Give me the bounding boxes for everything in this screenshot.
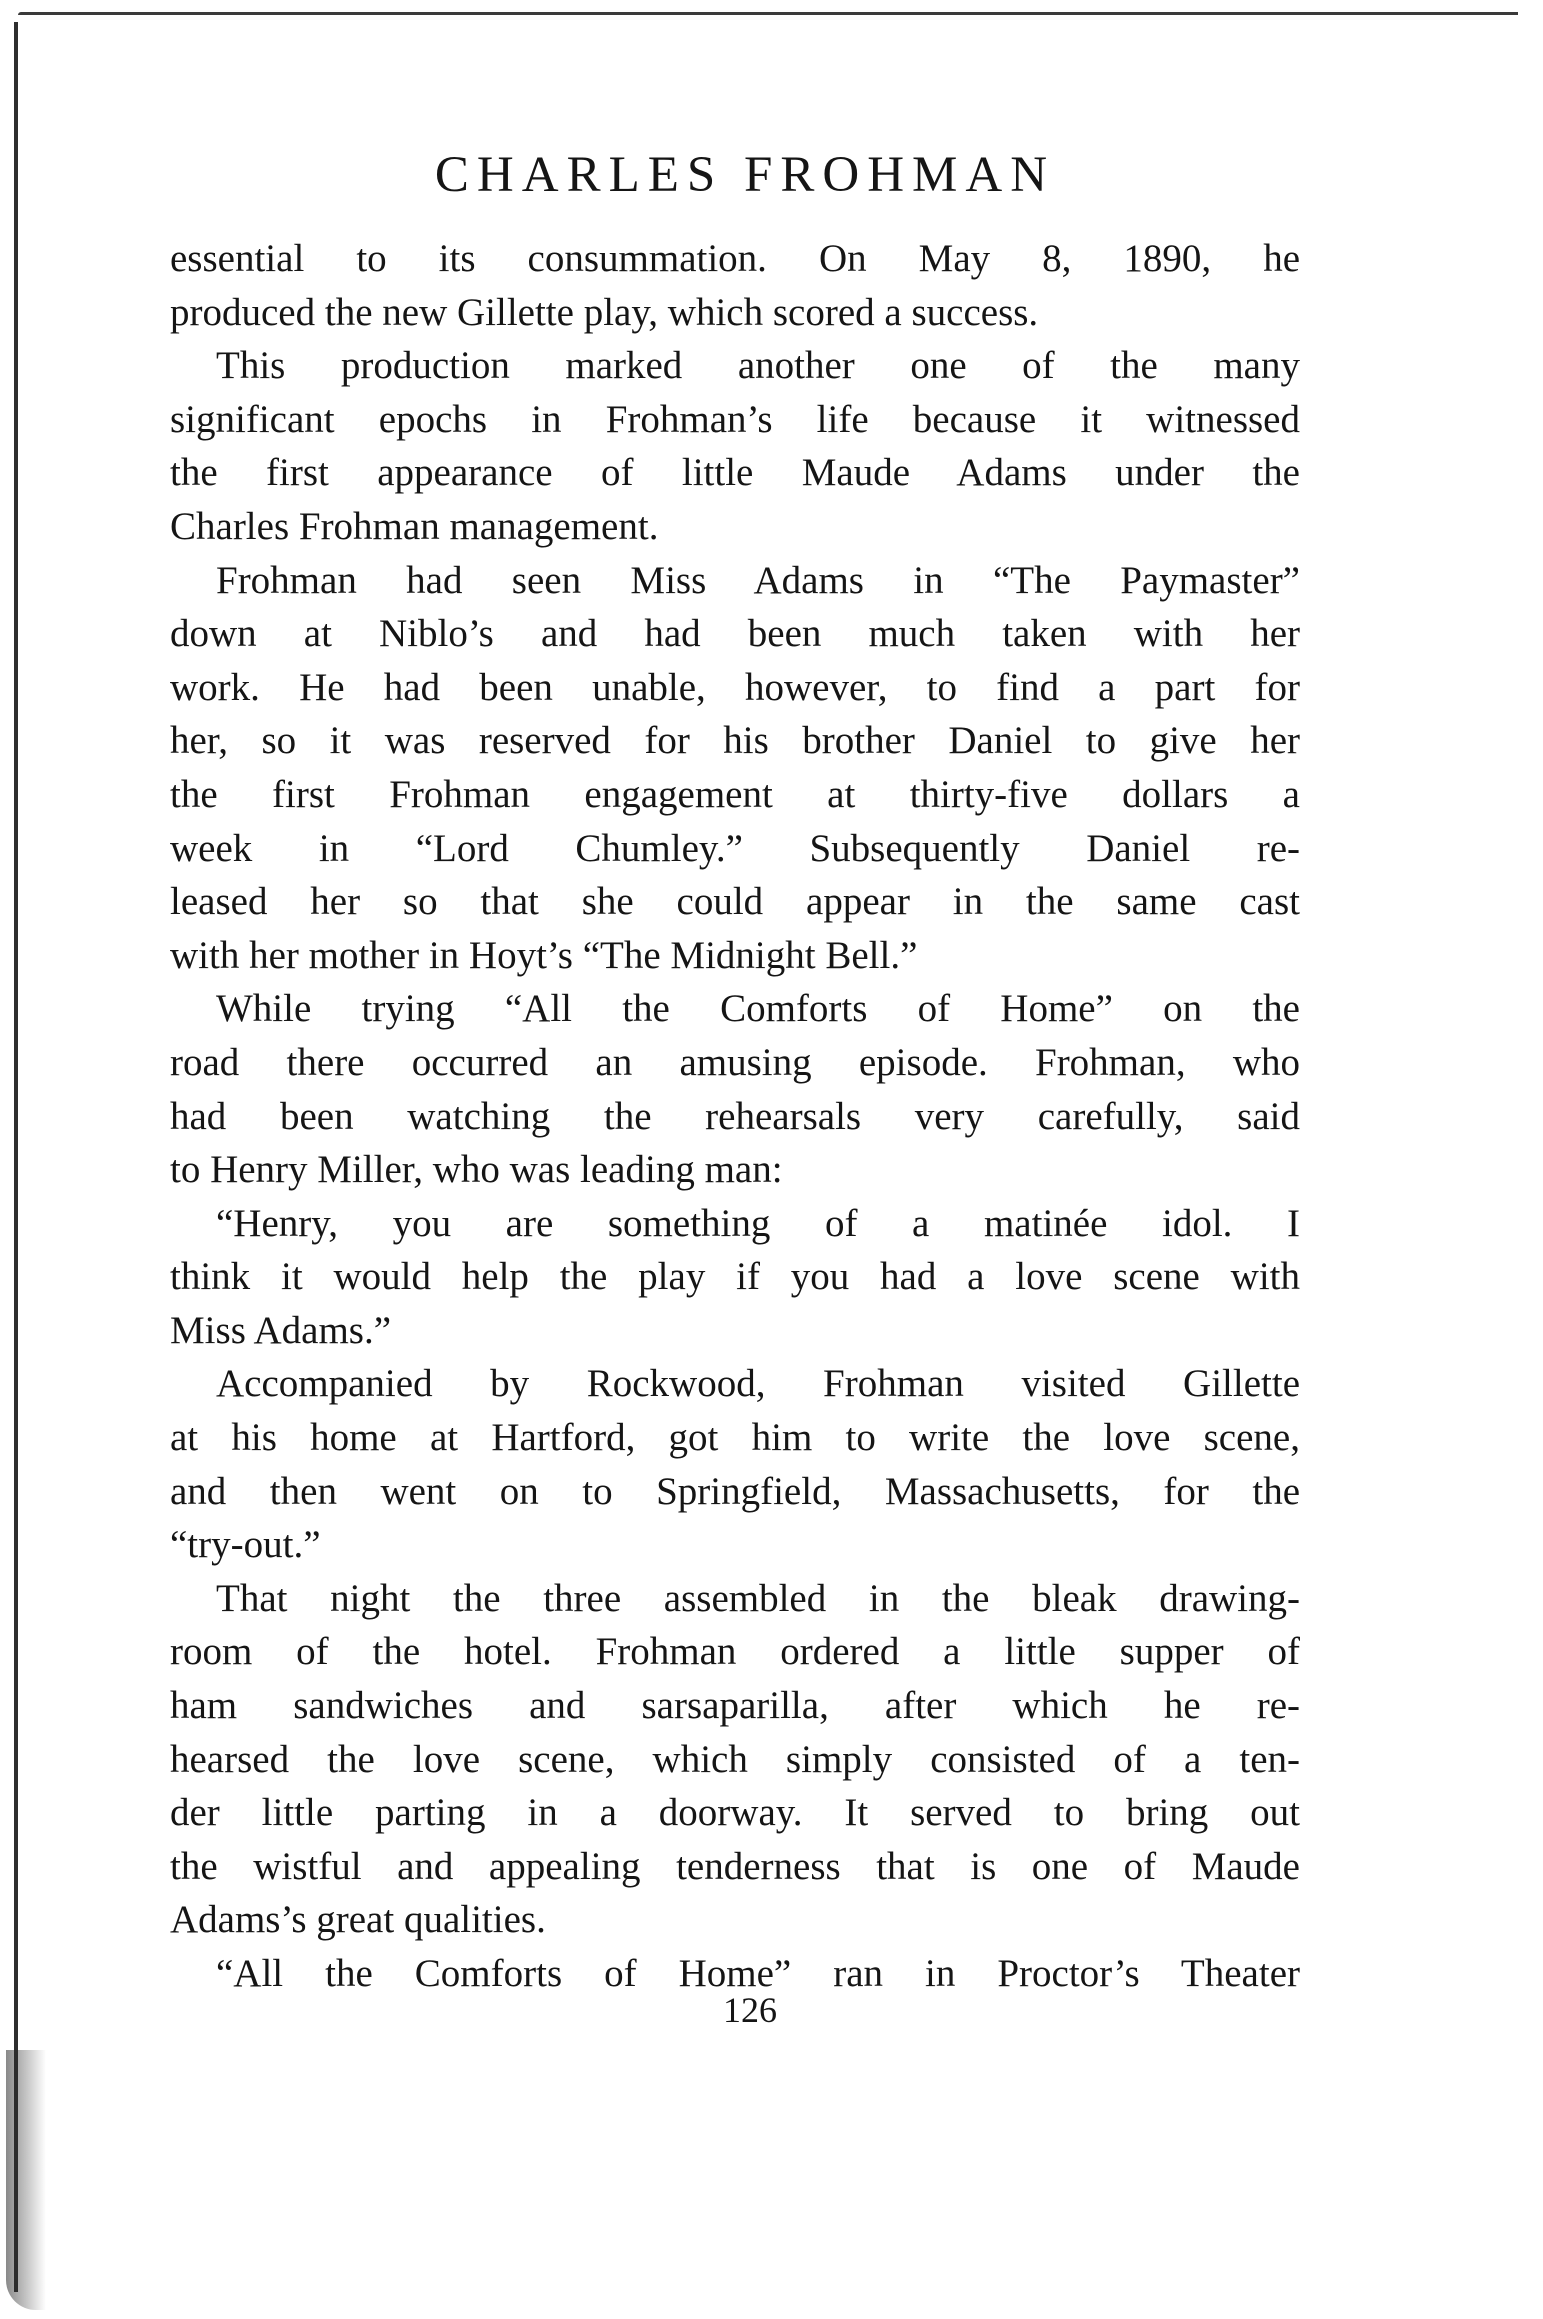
text-line: work. He had been unable, however, to find a part for bbox=[170, 665, 1300, 709]
text-line: While trying “All the Comforts of Home” on the bbox=[216, 987, 1300, 1031]
text-line: room of the hotel. Frohman ordered a little supper of bbox=[170, 1630, 1300, 1674]
text-line: the first Frohman engagement at thirty-five dollars a bbox=[170, 772, 1300, 816]
page-edge-top bbox=[18, 12, 1518, 15]
text-line: “Henry, you are something of a matinée idol. I bbox=[216, 1201, 1300, 1245]
text-line: at his home at Hartford, got him to write the love scene, bbox=[170, 1416, 1300, 1460]
text-line: “All the Comforts of Home” ran in Proctor’s Theater bbox=[216, 1952, 1300, 1995]
page-number: 126 bbox=[723, 1990, 777, 2030]
text-line: Charles Frohman management. bbox=[170, 504, 659, 548]
text-line: think it would help the play if you had a love scene with bbox=[170, 1255, 1300, 1299]
text-line: produced the new Gillette play, which scored a success. bbox=[170, 290, 1039, 334]
text-line: “try-out.” bbox=[170, 1523, 321, 1567]
text-line: and then went on to Springfield, Massachusetts, for the bbox=[170, 1469, 1300, 1513]
text-line: had been watching the rehearsals very carefully, said bbox=[170, 1094, 1300, 1138]
text-line: week in “Lord Chumley.” Subsequently Daniel re- bbox=[170, 826, 1300, 870]
text-line: Adams’s great qualities. bbox=[170, 1898, 546, 1942]
page-edge-shadow bbox=[6, 2050, 46, 2310]
text-line: the wistful and appealing tenderness that is one of Maude bbox=[170, 1844, 1300, 1888]
text-line: ham sandwiches and sarsaparilla, after which he re- bbox=[170, 1684, 1300, 1728]
text-line: with her mother in Hoyt’s “The Midnight Bell.” bbox=[170, 933, 918, 977]
running-head: CHARLES FROHMAN bbox=[434, 147, 1056, 203]
text-line: der little parting in a doorway. It served to bring out bbox=[170, 1791, 1300, 1835]
text-line: Miss Adams.” bbox=[170, 1308, 392, 1352]
text-line: Frohman had seen Miss Adams in “The Paymaster” bbox=[216, 558, 1300, 602]
text-line: down at Niblo’s and had been much taken with her bbox=[170, 612, 1300, 656]
text-line: leased her so that she could appear in the same cast bbox=[170, 880, 1300, 924]
text-line: significant epochs in Frohman’s life because it witnessed bbox=[170, 397, 1300, 441]
text-line: Accompanied by Rockwood, Frohman visited Gillette bbox=[216, 1362, 1300, 1406]
text-line: essential to its consummation. On May 8, 1890, he bbox=[170, 237, 1300, 280]
page-edge-left bbox=[14, 22, 18, 2292]
text-line: her, so it was reserved for his brother Daniel to give her bbox=[170, 719, 1300, 763]
text-line: road there occurred an amusing episode. Frohman, who bbox=[170, 1040, 1300, 1084]
text-line: the first appearance of little Maude Adams under the bbox=[170, 451, 1300, 495]
text-line: to Henry Miller, who was leading man: bbox=[170, 1148, 783, 1192]
text-line: hearsed the love scene, which simply consisted of a ten- bbox=[170, 1737, 1300, 1781]
text-line: This production marked another one of the many bbox=[216, 344, 1300, 388]
body-text bbox=[170, 232, 1300, 2001]
text-line: That night the three assembled in the bleak drawing- bbox=[216, 1576, 1300, 1620]
